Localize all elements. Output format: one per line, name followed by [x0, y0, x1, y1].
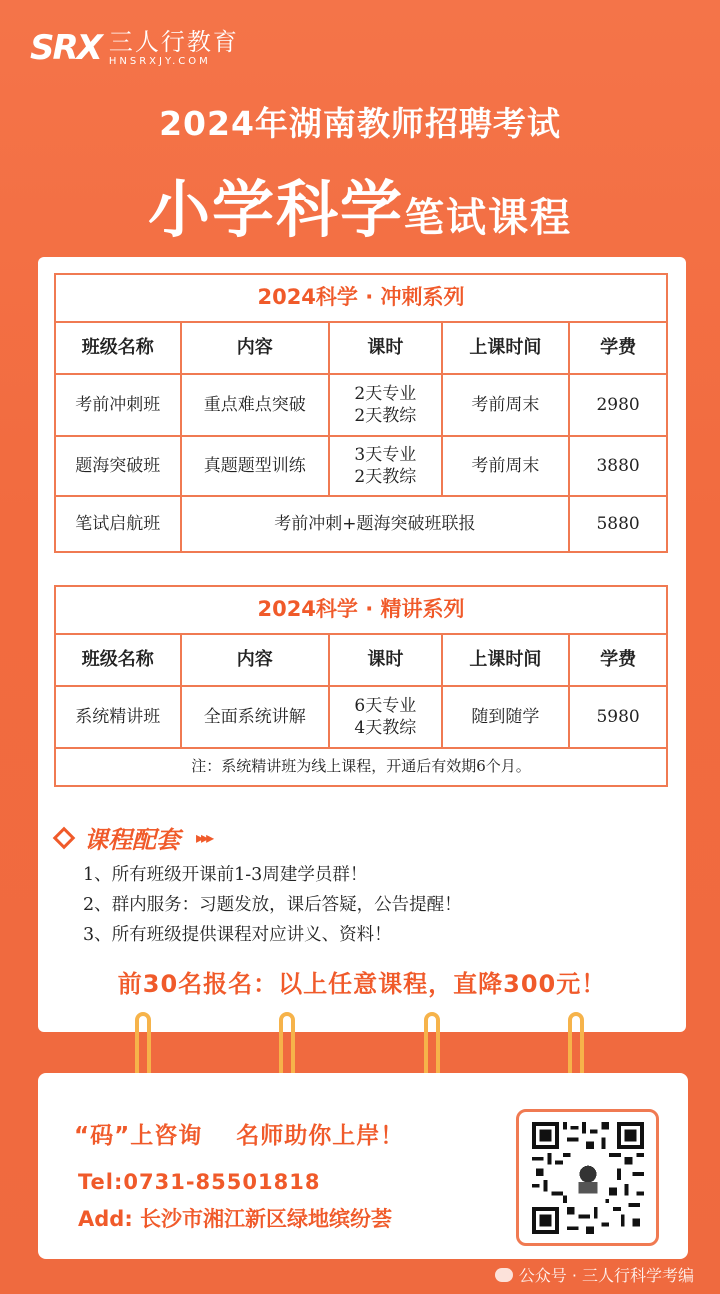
promo-text: 前30名报名：以上任意课程，直降300元！ [117, 970, 607, 998]
col-header: 内容 [181, 322, 329, 374]
table-note: 注：系统精讲班为线上课程，开通后有效期6个月。 [55, 748, 667, 786]
class-fee: 5880 [569, 496, 667, 552]
class-fee: 3880 [569, 436, 667, 496]
headline-exam: 2024年湖南教师招聘考试 [159, 104, 561, 143]
qr-code[interactable] [516, 1109, 659, 1246]
headline-type: 笔试课程 [404, 195, 572, 241]
contact-address: Add: 长沙市湘江新区绿地缤纷荟 [78, 1207, 393, 1231]
watermark: 公众号 · 三人行科学考编 [495, 1263, 694, 1286]
class-name: 系统精讲班 [55, 686, 181, 748]
headline-subject: 小学科学 [147, 173, 404, 246]
intensive-series-table [54, 585, 668, 787]
class-fee: 5980 [569, 686, 667, 748]
class-content: 重点难点突破 [181, 374, 329, 436]
class-name: 笔试启航班 [55, 496, 181, 552]
chevrons-icon: ▸▸▸ [196, 828, 212, 847]
class-hours: 2天专业 2天教综 [329, 374, 442, 436]
support-heading: 课程配套 ▸▸▸ [56, 820, 211, 855]
table-row [55, 374, 667, 436]
class-content: 真题题型训练 [181, 436, 329, 496]
col-header: 内容 [181, 634, 329, 686]
brand-domain: HNSRXJY.COM [108, 55, 211, 67]
class-time: 考前周末 [442, 436, 570, 496]
col-header: 学费 [569, 322, 667, 374]
col-header: 课时 [329, 322, 442, 374]
list-item: 1、所有班级开课前1-3周建学员群！ [83, 865, 368, 885]
col-header: 学费 [569, 634, 667, 686]
class-time: 考前周末 [442, 374, 570, 436]
list-item: 2、群内服务：习题发放，课后答疑，公告提醒！ [83, 895, 462, 915]
headline-course [0, 160, 720, 249]
class-name: 题海突破班 [55, 436, 181, 496]
table-caption: 2024科学 · 精讲系列 [55, 586, 667, 634]
class-hours: 3天专业 2天教综 [329, 436, 442, 496]
class-content: 考前冲刺+题海突破班联报 [181, 496, 570, 552]
class-content: 全面系统讲解 [181, 686, 329, 748]
class-fee: 2980 [569, 374, 667, 436]
course-card [38, 257, 686, 1032]
contact-card [38, 1073, 688, 1259]
wechat-icon [495, 1268, 513, 1282]
brand-logo [30, 28, 239, 68]
contact-slogan: “码”上咨询 名师助你上岸！ [74, 1123, 405, 1149]
col-header: 上课时间 [442, 322, 570, 374]
list-item: 3、所有班级提供课程对应讲义、资料！ [83, 925, 392, 945]
class-time: 随到随学 [442, 686, 570, 748]
brand-name: 三人行教育 [108, 27, 239, 56]
diamond-icon [53, 826, 76, 849]
col-header: 课时 [329, 634, 442, 686]
support-list [83, 860, 462, 950]
brand-mark: SRX [30, 28, 101, 68]
col-header: 班级名称 [55, 634, 181, 686]
qr-code-icon [532, 1122, 644, 1234]
class-hours: 6天专业 4天教综 [329, 686, 442, 748]
sprint-series-table [54, 273, 668, 553]
table-row [55, 686, 667, 748]
col-header: 上课时间 [442, 634, 570, 686]
table-row [55, 436, 667, 496]
table-row [55, 496, 667, 552]
class-name: 考前冲刺班 [55, 374, 181, 436]
col-header: 班级名称 [55, 322, 181, 374]
table-caption: 2024科学 · 冲刺系列 [55, 274, 667, 322]
contact-tel: Tel:0731-85501818 [78, 1170, 321, 1194]
